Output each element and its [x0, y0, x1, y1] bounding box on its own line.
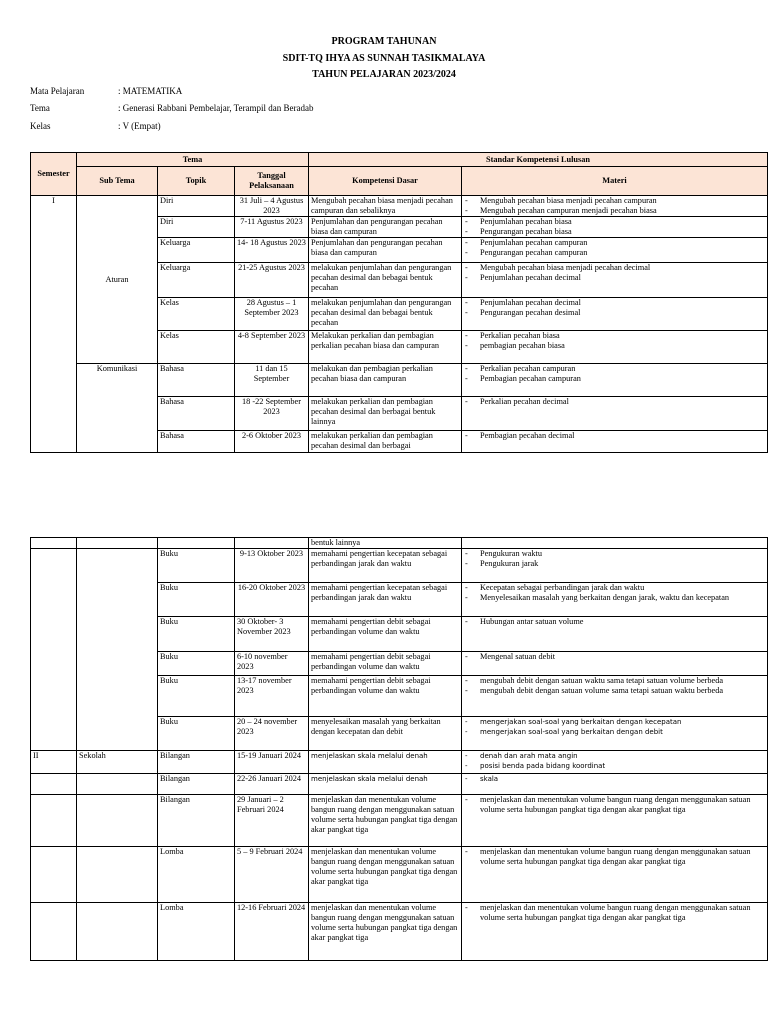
meta-class: Kelas : V (Empat) — [30, 121, 161, 131]
header-standar: Standar Kompetensi Lulusan — [309, 153, 768, 167]
kd-cell: bentuk lainnya — [309, 538, 462, 549]
topik-cell: Lomba — [158, 903, 235, 961]
kd-cell: menyelesaikan masalah yang berkaitan dengan kecepatan dan debit — [309, 717, 462, 751]
table-row — [31, 364, 768, 397]
materi-item: - menjelaskan dan menentukan volume bangun ruang dengan menggunakan satuan volume serta hubungan pangkat tiga dengan akar pangkat tiga — [464, 795, 765, 815]
materi-item: - Pengurangan pecahan campuran — [464, 248, 765, 258]
semester-cell — [31, 549, 77, 751]
topik-cell: Bahasa — [158, 364, 235, 397]
materi-item: - Mengenal satuan debit — [464, 652, 765, 662]
tanggal-cell: 28 Agustus – 1 September 2023 — [235, 298, 309, 331]
materi-item: - Mengubah pecahan campuran menjadi pecahan biasa — [464, 206, 765, 216]
header-kd: Kompetensi Dasar — [309, 167, 462, 196]
materi-cell — [462, 717, 768, 751]
topik-cell: Buku — [158, 676, 235, 717]
kd-cell: melakukan perkalian dan pembagian pecahan desimal dan berbagai bentuk lainnya — [309, 397, 462, 431]
topik-cell: Buku — [158, 583, 235, 617]
subtema-cell — [77, 847, 158, 903]
header-tanggal: Tanggal Pelaksanaan — [235, 167, 309, 196]
materi-item: - mengubah debit dengan satuan volume sama tetapi satuan waktu berbeda — [464, 686, 765, 696]
tanggal-cell: 6-10 november 2023 — [235, 652, 309, 676]
materi-item: - mengerjakan soal-soal yang berkaitan dengan kecepatan — [464, 717, 765, 727]
annual-program-table-page2 — [30, 537, 768, 961]
topik-cell — [158, 538, 235, 549]
kd-cell: menjelaskan skala melalui denah — [309, 751, 462, 774]
subtema-cell: Sekolah — [77, 751, 158, 774]
tanggal-cell: 5 – 9 Februari 2024 — [235, 847, 309, 903]
topik-cell: Kelas — [158, 331, 235, 364]
materi-item: - pembagian pecahan biasa — [464, 341, 765, 351]
materi-item: - Pengurangan pecahan biasa — [464, 227, 765, 237]
topik-cell: Bilangan — [158, 774, 235, 795]
materi-item: - Penjumlahan pecahan decimal — [464, 298, 765, 308]
subtema-cell: Aturan — [77, 196, 158, 364]
materi-cell — [462, 263, 768, 298]
kd-cell: Melakukan perkalian dan pembagian perkalian pecahan biasa dan campuran — [309, 331, 462, 364]
topik-cell: Buku — [158, 717, 235, 751]
materi-cell — [462, 774, 768, 795]
tanggal-cell: 16-20 Oktober 2023 — [235, 583, 309, 617]
topik-cell: Keluarga — [158, 238, 235, 263]
table-row — [31, 903, 768, 961]
tanggal-cell: 9-13 Oktober 2023 — [235, 549, 309, 583]
semester-cell: II — [31, 751, 77, 774]
table-row — [31, 549, 768, 583]
subtema-cell: Komunikasi — [77, 364, 158, 453]
topik-cell: Diri — [158, 196, 235, 217]
table-row — [31, 795, 768, 847]
materi-cell — [462, 397, 768, 431]
materi-item: - menjelaskan dan menentukan volume bangun ruang dengan menggunakan satuan volume serta hubungan pangkat tiga dengan akar pangkat tiga — [464, 903, 765, 923]
semester-cell — [31, 795, 77, 847]
kd-cell: memahami pengertian kecepatan sebagai perbandingan jarak dan waktu — [309, 549, 462, 583]
tanggal-cell: 14- 18 Agustus 2023 — [235, 238, 309, 263]
materi-cell — [462, 196, 768, 217]
materi-item: - posisi benda pada bidang koordinat — [464, 761, 765, 771]
materi-cell — [462, 847, 768, 903]
tanggal-cell: 21-25 Agustus 2023 — [235, 263, 309, 298]
kd-cell: menjelaskan dan menentukan volume bangun ruang dengan menggunakan satuan volume serta hubungan pangkat tiga dengan akar pangkat tiga — [309, 847, 462, 903]
materi-item: - skala — [464, 774, 765, 784]
kd-cell: memahami pengertian debit sebagai perbandingan volume dan waktu — [309, 617, 462, 652]
materi-item: - Penjumlahan pecahan biasa — [464, 217, 765, 227]
topik-cell: Buku — [158, 549, 235, 583]
materi-cell — [462, 676, 768, 717]
tanggal-cell: 4-8 September 2023 — [235, 331, 309, 364]
topik-cell: Bilangan — [158, 795, 235, 847]
kd-cell: Penjumlahan dan pengurangan pecahan biasa dan campuran — [309, 238, 462, 263]
tanggal-cell: 7-11 Agustus 2023 — [235, 217, 309, 238]
table-row — [31, 196, 768, 217]
topik-cell: Bahasa — [158, 397, 235, 431]
materi-item: - Pembagian pecahan decimal — [464, 431, 765, 441]
kd-cell: memahami pengertian debit sebagai perbandingan volume dan waktu — [309, 676, 462, 717]
materi-item: - Pengukuran waktu — [464, 549, 765, 559]
kd-cell: menjelaskan dan menentukan volume bangun ruang dengan menggunakan satuan volume serta hubungan pangkat tiga dengan akar pangkat tiga — [309, 795, 462, 847]
materi-cell — [462, 903, 768, 961]
materi-item: - Penjumlahan pecahan decimal — [464, 273, 765, 283]
materi-cell — [462, 217, 768, 238]
school-name: SDIT-TQ IHYA AS SUNNAH TASIKMALAYA — [282, 53, 486, 64]
semester-cell — [31, 538, 77, 549]
semester-cell — [31, 903, 77, 961]
tanggal-cell: 29 Januari – 2 Februari 2024 — [235, 795, 309, 847]
topik-cell: Bilangan — [158, 751, 235, 774]
materi-cell — [462, 795, 768, 847]
doc-title: PROGRAM TAHUNAN — [331, 36, 437, 47]
tanggal-cell: 12-16 Februari 2024 — [235, 903, 309, 961]
tanggal-cell: 30 Oktober- 3 November 2023 — [235, 617, 309, 652]
topik-cell: Lomba — [158, 847, 235, 903]
topik-cell: Buku — [158, 617, 235, 652]
topik-cell: Buku — [158, 652, 235, 676]
semester-cell — [31, 847, 77, 903]
topik-cell: Diri — [158, 217, 235, 238]
tanggal-cell: 20 – 24 november 2023 — [235, 717, 309, 751]
semester-cell: I — [31, 196, 77, 453]
kd-cell: Penjumlahan dan pengurangan pecahan biasa dan campuran — [309, 217, 462, 238]
materi-item: - Pengurangan pecahan desimal — [464, 308, 765, 318]
kd-cell: melakukan dan pembagian perkalian pecahan biasa dan campuran — [309, 364, 462, 397]
kd-cell: memahami pengertian debit sebagai perbandingan volume dan waktu — [309, 652, 462, 676]
materi-item: - Penjumlahan pecahan campuran — [464, 238, 765, 248]
table-row-continued — [31, 538, 768, 549]
kd-cell: Mengubah pecahan biasa menjadi pecahan campuran dan sebaliknya — [309, 196, 462, 217]
materi-cell — [462, 549, 768, 583]
materi-cell — [462, 431, 768, 453]
materi-item: - menjelaskan dan menentukan volume bangun ruang dengan menggunakan satuan volume serta hubungan pangkat tiga dengan akar pangkat tiga — [464, 847, 765, 867]
subtema-cell — [77, 795, 158, 847]
semester-cell — [31, 774, 77, 795]
annual-program-table-page1 — [30, 152, 768, 453]
kd-cell: melakukan penjumlahan dan pengurangan pecahan desimal dan bebagai bentuk pecahan — [309, 298, 462, 331]
subtema-cell — [77, 538, 158, 549]
tanggal-cell: 22-26 Januari 2024 — [235, 774, 309, 795]
materi-cell — [462, 538, 768, 549]
materi-item: - Perkalian pecahan biasa — [464, 331, 765, 341]
materi-cell — [462, 652, 768, 676]
materi-cell — [462, 298, 768, 331]
materi-item: - Menyelesaikan masalah yang berkaitan dengan jarak, waktu dan kecepatan — [464, 593, 765, 603]
materi-item: - Mengubah pecahan biasa menjadi pecahan campuran — [464, 196, 765, 206]
materi-cell — [462, 617, 768, 652]
subtema-cell — [77, 549, 158, 751]
meta-theme: Tema : Generasi Rabbani Pembelajar, Terampil dan Beradab — [30, 103, 314, 113]
academic-year: TAHUN PELAJARAN 2023/2024 — [312, 69, 456, 80]
materi-cell — [462, 751, 768, 774]
materi-item: - Mengubah pecahan biasa menjadi pecahan decimal — [464, 263, 765, 273]
tanggal-cell: 15-19 Januari 2024 — [235, 751, 309, 774]
header-subtema: Sub Tema — [77, 167, 158, 196]
materi-cell — [462, 238, 768, 263]
materi-item: - Hubungan antar satuan volume — [464, 617, 765, 627]
kd-cell: menjelaskan skala melalui denah — [309, 774, 462, 795]
tanggal-cell: 31 Juli – 4 Agustus 2023 — [235, 196, 309, 217]
kd-cell: melakukan penjumlahan dan pengurangan pecahan desimal dan bebagai bentuk pecahan — [309, 263, 462, 298]
topik-cell: Bahasa — [158, 431, 235, 453]
materi-item: - Perkalian pecahan campuran — [464, 364, 765, 374]
tanggal-cell: 2-6 Oktober 2023 — [235, 431, 309, 453]
meta-subject: Mata Pelajaran : MATEMATIKA — [30, 86, 183, 96]
header-materi: Materi — [462, 167, 768, 196]
tanggal-cell: 13-17 november 2023 — [235, 676, 309, 717]
subtema-cell — [77, 774, 158, 795]
topik-cell: Keluarga — [158, 263, 235, 298]
table-row — [31, 774, 768, 795]
subtema-cell — [77, 903, 158, 961]
kd-cell: melakukan perkalian dan pembagian pecahan desimal dan berbagai — [309, 431, 462, 453]
materi-item: - Perkalian pecahan decimal — [464, 397, 765, 407]
table-row — [31, 847, 768, 903]
materi-cell — [462, 583, 768, 617]
tanggal-cell — [235, 538, 309, 549]
tanggal-cell: 11 dan 15 September — [235, 364, 309, 397]
header-tema: Tema — [77, 153, 309, 167]
materi-item: - mengerjakan soal-soal yang berkaitan dengan debit — [464, 727, 765, 737]
kd-cell: memahami pengertian kecepatan sebagai perbandingan jarak dan waktu — [309, 583, 462, 617]
materi-item: - denah dan arah mata angin — [464, 751, 765, 761]
materi-item: - Pengukuran jarak — [464, 559, 765, 569]
materi-item: - Pembagian pecahan campuran — [464, 374, 765, 384]
header-semester: Semester — [31, 153, 77, 196]
topik-cell: Kelas — [158, 298, 235, 331]
materi-item: - Kecepatan sebagai perbandingan jarak dan waktu — [464, 583, 765, 593]
header-topik: Topik — [158, 167, 235, 196]
table-row — [31, 751, 768, 774]
kd-cell: menjelaskan dan menentukan volume bangun ruang dengan menggunakan satuan volume serta hubungan pangkat tiga dengan akar pangkat tiga — [309, 903, 462, 961]
materi-cell — [462, 331, 768, 364]
materi-cell — [462, 364, 768, 397]
materi-item: - mengubah debit dengan satuan waktu sama tetapi satuan volume berbeda — [464, 676, 765, 686]
tanggal-cell: 18 -22 September 2023 — [235, 397, 309, 431]
